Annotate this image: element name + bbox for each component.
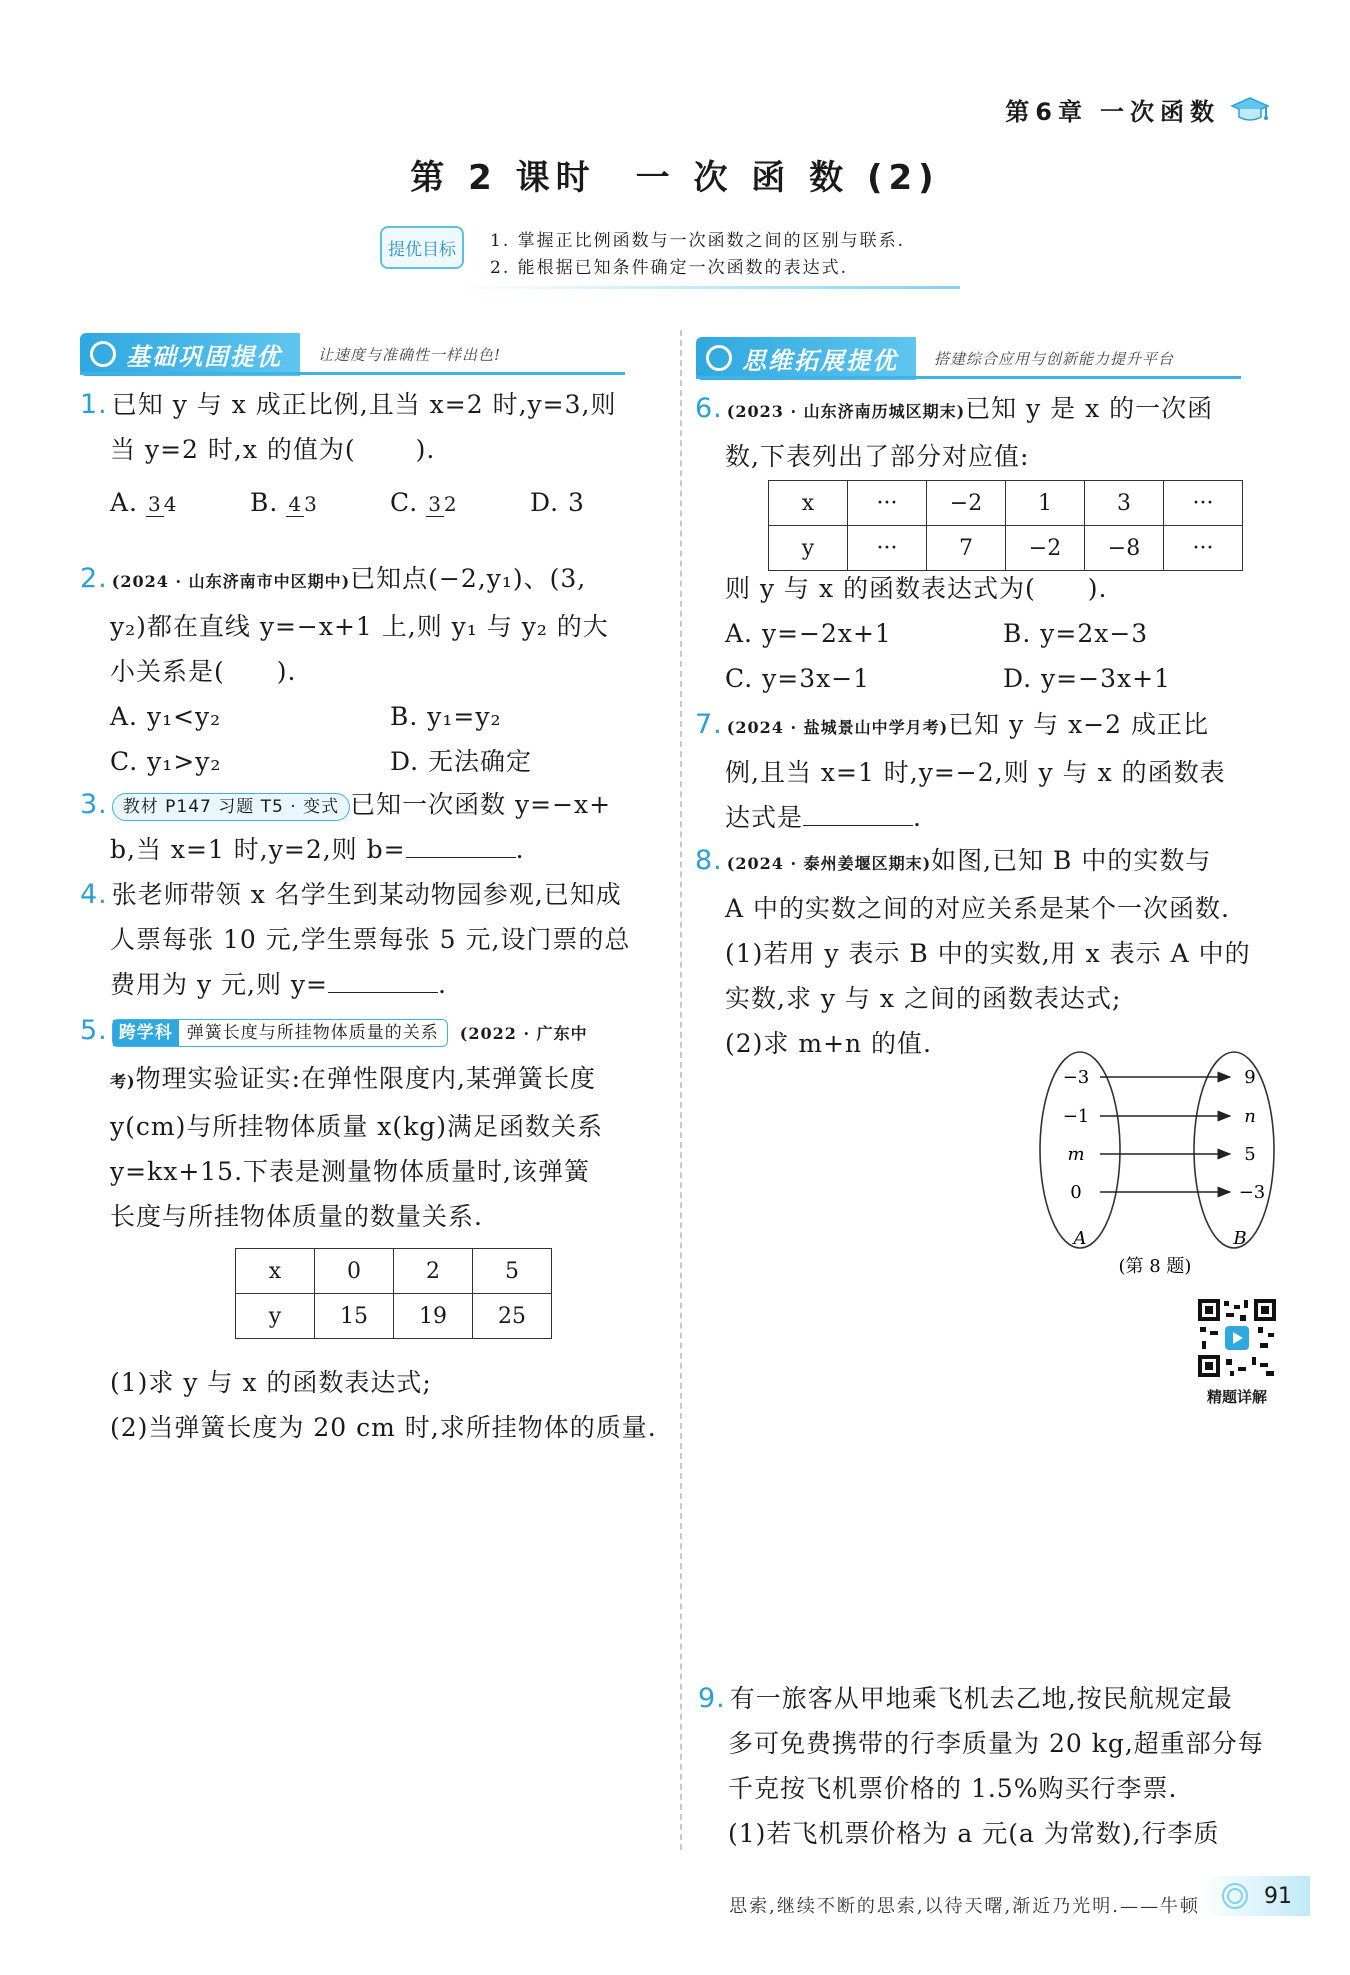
option-a: A. y=−2x+1	[725, 619, 892, 648]
question-text: y₂)都在直线 y=−x+1 上,则 y₁ 与 y₂ 的大	[110, 612, 609, 641]
set-b-value: −3	[1238, 1182, 1266, 1203]
right-section-subtitle: 搭建综合应用与创新能力提升平台	[934, 349, 1175, 368]
question-text: 已知 y 与 x−2 成正比	[948, 710, 1210, 739]
answer-blank[interactable]	[406, 831, 516, 858]
atom-icon	[706, 345, 732, 371]
goal-item: 1. 掌握正比例函数与一次函数之间的区别与联系.	[490, 231, 906, 251]
option-d: D. 无法确定	[390, 747, 533, 776]
goals-box	[380, 224, 980, 290]
answer-blank[interactable]	[328, 966, 438, 993]
question-text: 实数,求 y 与 x 之间的函数表达式;	[725, 984, 1122, 1013]
set-a-value: −1	[1062, 1106, 1090, 1127]
question-text: 达式是	[725, 803, 804, 832]
qr-code-icon[interactable]	[1196, 1297, 1278, 1379]
question-text: 则 y 与 x 的函数表达式为( ).	[725, 574, 1108, 603]
table-row	[769, 526, 1243, 571]
question-number: 4.	[80, 879, 108, 910]
option-a: A. y₁<y₂	[110, 702, 222, 731]
question-text: .	[913, 803, 922, 832]
table-row	[236, 1294, 552, 1339]
cross-tag-topic: 弹簧长度与所挂物体质量的关系	[186, 1022, 439, 1043]
table-cell: 3	[1085, 481, 1164, 526]
table-cell: 5	[473, 1249, 552, 1294]
table-cell: ···	[1164, 481, 1243, 526]
option-c	[390, 480, 530, 525]
table-cell: 2	[394, 1249, 473, 1294]
table-cell: ···	[1164, 526, 1243, 571]
question-text: 如图,已知 B 中的实数与	[931, 846, 1212, 875]
set-b-ellipse	[1194, 1052, 1274, 1248]
question-source: (2024 · 盐城景山中学月考)	[726, 718, 949, 737]
question-text: 长度与所挂物体质量的数量关系.	[110, 1202, 483, 1231]
cross-discipline-tag	[112, 1019, 448, 1047]
option-c: C. y₁>y₂	[110, 747, 222, 776]
table-cell: 0	[315, 1249, 394, 1294]
left-section-rule	[80, 372, 625, 375]
table-cell: 1	[1006, 481, 1085, 526]
option-d: D. y=−3x+1	[1003, 664, 1171, 693]
textbook-tag: 教材 P147 习题 T5 · 变式	[112, 793, 350, 821]
question-text: .	[515, 835, 525, 864]
table-row	[236, 1249, 552, 1294]
question-source: (2022 · 广东中	[459, 1024, 588, 1043]
question-5	[80, 1008, 670, 1239]
table-cell: 15	[315, 1294, 394, 1339]
set-b-value: n	[1244, 1106, 1256, 1127]
graduation-cap-icon	[1230, 95, 1270, 125]
question-source: (2024 · 山东济南市中区期中)	[111, 572, 351, 591]
chapter-header	[1005, 92, 1270, 127]
target-icon	[90, 341, 116, 367]
sub-question: (1)求 y 与 x 的函数表达式;	[110, 1368, 432, 1397]
question-text: y=kx+15.下表是测量物体质量时,该弹簧	[110, 1157, 590, 1186]
right-section-title: 思维拓展提优	[742, 346, 898, 375]
question-text: b,当 x=1 时,y=2,则 b=	[110, 835, 406, 864]
table-row	[769, 481, 1243, 526]
sub-question: (2)当弹簧长度为 20 cm 时,求所挂物体的质量.	[110, 1413, 657, 1442]
question-9	[698, 1676, 1288, 1856]
fraction	[426, 492, 457, 517]
question-text: .	[437, 970, 447, 999]
fraction	[286, 492, 317, 517]
left-section-title-box	[80, 333, 300, 376]
question-8	[695, 838, 1285, 1066]
question-text: 费用为 y 元,则 y=	[110, 970, 328, 999]
option-label: B.	[250, 488, 279, 517]
question-text: 例,且当 x=1 时,y=−2,则 y 与 x 的函数表	[725, 758, 1226, 787]
question-text: 已知 y 与 x 成正比例,且当 x=2 时,y=3,则	[111, 390, 617, 419]
mapping-diagram	[1030, 1040, 1280, 1280]
column-divider	[680, 330, 682, 1850]
set-a-value: 0	[1070, 1182, 1082, 1203]
question-number: 3.	[80, 789, 108, 820]
question-number: 6.	[695, 393, 723, 424]
left-section-subtitle: 让速度与准确性一样出色!	[318, 345, 502, 364]
question-text: 物理实验证实:在弹性限度内,某弹簧长度	[135, 1064, 596, 1093]
question-number: 1.	[80, 389, 108, 420]
fraction	[146, 492, 177, 517]
question-2	[80, 556, 665, 784]
left-section-banner	[80, 334, 501, 374]
spiral-icon	[1220, 1881, 1250, 1911]
question-text: 已知点(−2,y₁)、(3,	[350, 564, 587, 593]
set-b-value: 5	[1244, 1144, 1256, 1165]
goals-tag: 提优目标	[380, 226, 464, 269]
denominator: 3	[304, 492, 318, 516]
right-section-banner	[696, 338, 1174, 378]
set-a-value: m	[1067, 1144, 1085, 1165]
value-table	[768, 480, 1243, 571]
set-b-value: 9	[1244, 1067, 1256, 1088]
numerator: 3	[148, 492, 162, 516]
option-c: C. y=3x−1	[725, 664, 871, 693]
question-text: 数,下表列出了部分对应值:	[725, 442, 1030, 471]
table-cell: y	[769, 526, 848, 571]
question-text: 千克按飞机票价格的 1.5%购买行李票.	[728, 1774, 1178, 1803]
question-number: 9.	[698, 1683, 726, 1714]
question-number: 7.	[695, 709, 723, 740]
question-text: 多可免费携带的行李质量为 20 kg,超重部分每	[728, 1729, 1264, 1758]
chapter-number: 第6章	[1005, 98, 1088, 126]
option-a	[110, 480, 250, 525]
question-text: 已知一次函数 y=−x+	[350, 790, 612, 819]
question-text: 已知 y 是 x 的一次函	[965, 394, 1214, 423]
question-6	[695, 386, 1285, 479]
page-number-badge	[1200, 1876, 1310, 1916]
diagram-caption: (第 8 题)	[1118, 1256, 1192, 1277]
question-text: (1)若用 y 表示 B 中的实数,用 x 表示 A 中的	[725, 939, 1251, 968]
question-text: 小关系是( ).	[110, 657, 297, 686]
denominator: 2	[443, 492, 458, 516]
table-cell: 19	[394, 1294, 473, 1339]
options	[725, 611, 1285, 701]
options	[80, 480, 660, 525]
question-text: 人票每张 10 元,学生票每张 5 元,设门票的总	[110, 925, 631, 954]
footer-quote: 思索,继续不断的思索,以待天曙,渐近乃光明.——牛顿	[729, 1896, 1200, 1917]
goal-item: 2. 能根据已知条件确定一次函数的表达式.	[490, 258, 849, 278]
question-3	[80, 782, 665, 872]
answer-blank[interactable]	[803, 799, 913, 826]
question-text: (2)求 m+n 的值.	[725, 1029, 933, 1058]
chapter-title: 一次函数	[1100, 98, 1220, 126]
spring-table	[235, 1248, 552, 1339]
right-section-title-box	[696, 337, 916, 380]
option-d: D. 3	[530, 488, 585, 517]
question-1	[80, 382, 660, 525]
table-cell: −2	[1006, 526, 1085, 571]
left-section-title: 基础巩固提优	[126, 342, 282, 371]
question-text: y(cm)与所挂物体质量 x(kg)满足函数关系	[110, 1112, 604, 1141]
options	[80, 694, 665, 784]
cross-tag-label: 跨学科	[113, 1020, 179, 1046]
question-text: 当 y=2 时,x 的值为(	[110, 435, 356, 464]
goals-list	[490, 228, 905, 282]
option-b: B. y₁=y₂	[390, 702, 502, 731]
lesson-title: 第 2 课时 一 次 函 数 (2)	[410, 158, 940, 198]
table-cell: ···	[848, 526, 927, 571]
question-source: (2024 · 泰州姜堰区期末)	[726, 854, 932, 873]
right-section-rule	[696, 376, 1241, 379]
question-text: ).	[415, 435, 436, 464]
option-b: B. y=2x−3	[1003, 619, 1149, 648]
numerator: 3	[428, 492, 442, 516]
question-number: 8.	[695, 845, 723, 876]
table-cell: −8	[1085, 526, 1164, 571]
option-label: A.	[110, 488, 139, 517]
question-6-rest	[725, 566, 1285, 701]
table-cell: 25	[473, 1294, 552, 1339]
table-cell: y	[236, 1294, 315, 1339]
question-text: 张老师带领 x 名学生到某动物园参观,已知成	[111, 880, 622, 909]
table-cell: x	[236, 1249, 315, 1294]
question-number: 2.	[80, 563, 108, 594]
question-5-subparts	[110, 1360, 670, 1450]
qr-label: 精题详解	[1206, 1388, 1267, 1406]
table-cell: 7	[927, 526, 1006, 571]
set-a-value: −3	[1062, 1067, 1090, 1088]
goals-underline	[460, 286, 960, 289]
table-cell: x	[769, 481, 848, 526]
question-text: 有一旅客从甲地乘飞机去乙地,按民航规定最	[729, 1684, 1233, 1713]
page-number: 91	[1264, 1883, 1292, 1909]
table-cell: −2	[927, 481, 1006, 526]
question-source: 考)	[110, 1072, 136, 1091]
question-7	[695, 702, 1285, 840]
table-cell: ···	[848, 481, 927, 526]
numerator: 4	[288, 492, 303, 516]
denominator: 4	[163, 492, 178, 516]
set-b-label: B	[1233, 1228, 1247, 1249]
set-a-label: A	[1073, 1228, 1087, 1249]
question-text: A 中的实数之间的对应关系是某个一次函数.	[725, 894, 1230, 923]
question-number: 5.	[80, 1015, 108, 1046]
question-source: (2023 · 山东济南历城区期末)	[726, 402, 966, 421]
question-text: (1)若飞机票价格为 a 元(a 为常数),行李质	[728, 1819, 1220, 1848]
question-4	[80, 872, 670, 1007]
option-b	[250, 480, 390, 525]
option-label: C.	[390, 488, 419, 517]
